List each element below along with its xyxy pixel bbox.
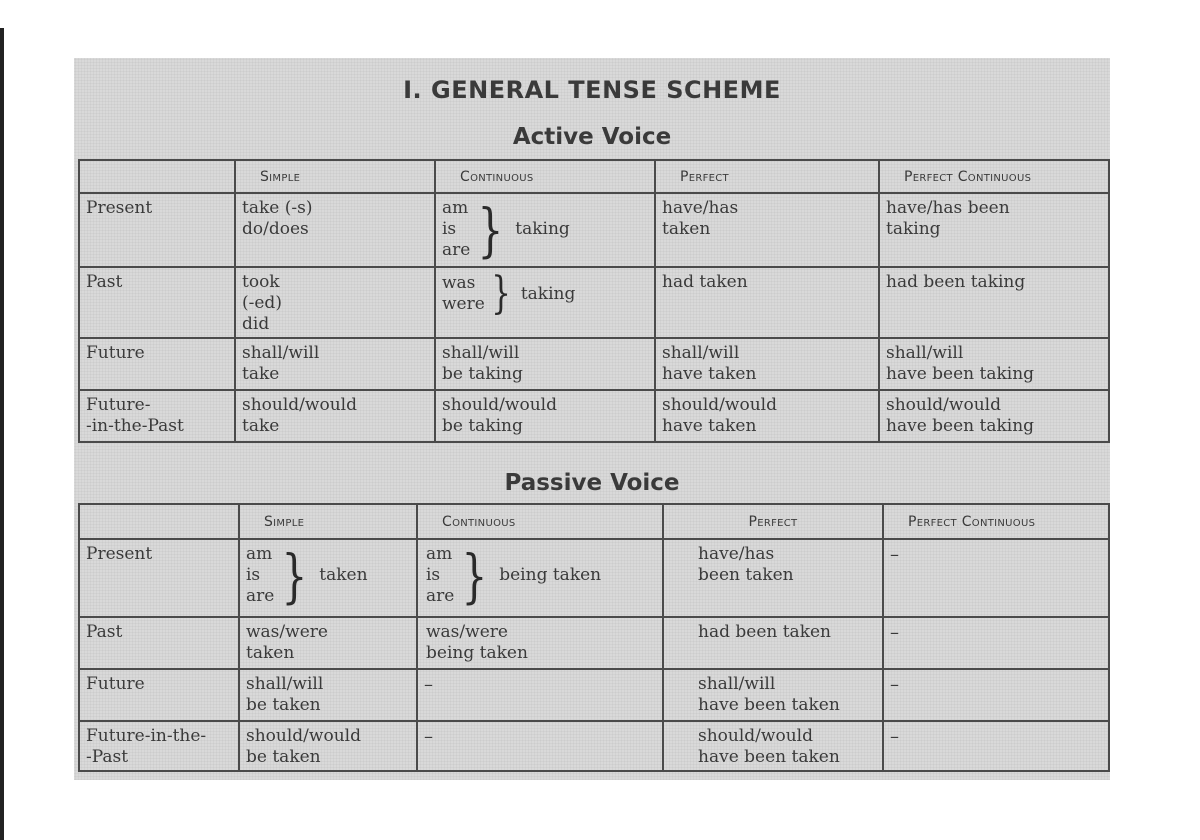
cell-line: have been taking [886,416,1035,436]
brace-icon: } [461,541,488,610]
aux-are: are [246,586,275,606]
aux-am: am [426,544,453,564]
brace-icon: } [281,541,308,610]
cell-past-continuous [435,267,655,338]
col-header-continuous: Continuous [435,160,655,193]
cell-line: shall/will [242,343,320,363]
cell-line: have/has [662,198,739,218]
brace-target: being taken [499,565,602,585]
cell-line: should/would [662,395,777,415]
cell-line: (-ed) [242,293,282,313]
cell-line: be taking [442,364,523,384]
table-row-present [79,539,1109,617]
cell-past-perfect: had taken [655,267,879,338]
cell-line: be taken [246,695,321,715]
aux-are: are [426,586,455,606]
row-label-past: Past [79,267,235,338]
cell-line: should/would [242,395,357,415]
cell-line: shall/will [698,674,776,694]
cell-line: have taken [662,416,757,436]
row-label-present: Present [79,539,239,617]
empty-dash: – [424,726,433,747]
cell-line: been taken [698,565,794,585]
cell-present-simple [235,193,435,267]
row-label-past: Past [79,617,239,669]
cell-past-simple [235,267,435,338]
cell-future-simple [235,338,435,390]
cell-past-perfect: had been taken [663,617,883,669]
brace-icon: } [477,195,504,264]
cell-future-past-perfect-continuous [879,390,1109,442]
empty-dash: – [890,726,899,747]
brace-target: taking [520,283,576,304]
cell-line: have/has [698,544,775,564]
header-row [79,160,1109,193]
cell-future-past-continuous [435,390,655,442]
cell-line: took [242,272,280,292]
cell-line: take [242,364,280,384]
cell-present-perfect-continuous [879,193,1109,267]
cell-line: should/would [246,726,361,746]
aux-is: is [246,565,261,585]
cell-line: was/were [426,622,508,642]
passive-voice-heading: Passive Voice [504,470,680,496]
cell-line: taking [886,219,941,239]
row-label-future: Future [79,338,235,390]
corner-cell [79,504,239,539]
cell-present-simple [239,539,417,617]
aux-am: am [442,198,469,218]
cell-line: taken [662,219,711,239]
scanned-page [74,58,1110,780]
cell-present-perfect [655,193,879,267]
cell-present-perfect-continuous [883,539,1109,617]
cell-present-perfect [663,539,883,617]
table-row-future [79,669,1109,721]
cell-line: Future-in-the- [86,726,207,746]
cell-line: being taken [426,643,528,663]
cell-line: was/were [246,622,328,642]
aux-are: are [442,240,471,260]
col-header-perfect: Perfect [663,504,883,539]
cell-future-perfect-continuous [883,669,1109,721]
row-label-future-in-the-past [79,390,235,442]
page-title: I. GENERAL TENSE SCHEME [403,76,781,104]
row-label-present: Present [79,193,235,267]
cell-future-perfect [663,669,883,721]
brace-group [426,541,656,610]
cell-line: taken [246,643,295,663]
cell-line: -in-the-Past [86,416,184,436]
table-row-past [79,617,1109,669]
cell-future-simple [239,669,417,721]
header-row [79,504,1109,539]
col-header-perfect: Perfect [655,160,879,193]
empty-dash: – [890,674,899,695]
cell-past-perfect-continuous [883,617,1109,669]
row-label-future-in-the-past [79,721,239,771]
cell-past-perfect-continuous: had been taking [879,267,1109,338]
brace-group [442,195,648,264]
scan-edge [0,28,4,840]
col-header-simple: Simple [235,160,435,193]
cell-future-continuous [435,338,655,390]
cell-present-continuous [435,193,655,267]
cell-line: shall/will [246,674,324,694]
cell-future-past-continuous [417,721,663,771]
empty-dash: – [424,674,433,695]
col-header-perfect-continuous: Perfect Continuous [879,160,1109,193]
cell-line: have been taking [886,364,1035,384]
aux-am: am [246,544,273,564]
table-row-future [79,338,1109,390]
brace-group [246,541,410,610]
cell-line: shall/will [662,343,740,363]
brace-target: taking [515,219,570,239]
col-header-simple: Simple [239,504,417,539]
brace-icon: } [491,268,511,319]
cell-line: shall/will [442,343,520,363]
empty-dash: – [890,544,899,565]
cell-line: shall/will [886,343,964,363]
aux-was: was [442,273,476,293]
cell-future-perfect-continuous [879,338,1109,390]
active-voice-table [78,159,1110,443]
cell-line: take (-s) [242,198,313,218]
cell-line: be taking [442,416,523,436]
cell-line: have/has been [886,198,1010,218]
cell-present-continuous [417,539,663,617]
corner-cell [79,160,235,193]
cell-line: have taken [662,364,757,384]
cell-line: have been taken [698,747,840,767]
cell-line: take [242,416,280,436]
cell-past-continuous [417,617,663,669]
table-row-future-in-the-past [79,721,1109,771]
cell-future-past-simple [235,390,435,442]
col-header-continuous: Continuous [417,504,663,539]
table-row-present [79,193,1109,267]
cell-future-past-perfect [655,390,879,442]
row-label-future: Future [79,669,239,721]
cell-line: should/would [698,726,813,746]
cell-line: did [242,314,270,334]
cell-line: should/would [442,395,557,415]
aux-is: is [442,219,457,239]
passive-voice-table [78,503,1110,772]
cell-line: should/would [886,395,1001,415]
table-row-past [79,267,1109,338]
aux-is: is [426,565,441,585]
cell-line: have been taken [698,695,840,715]
col-header-perfect-continuous: Perfect Continuous [883,504,1109,539]
cell-future-past-perfect [663,721,883,771]
cell-future-perfect [655,338,879,390]
cell-past-simple [239,617,417,669]
cell-line: do/does [242,219,309,239]
cell-line: be taken [246,747,321,767]
cell-line: Future- [86,395,151,415]
cell-line: -Past [86,747,129,767]
brace-target: taken [319,565,368,585]
cell-future-past-perfect-continuous [883,721,1109,771]
empty-dash: – [890,622,899,643]
cell-future-past-simple [239,721,417,771]
active-voice-heading: Active Voice [512,124,672,150]
brace-group [442,268,648,319]
table-row-future-in-the-past [79,390,1109,442]
aux-were: were [442,294,485,314]
cell-future-continuous [417,669,663,721]
